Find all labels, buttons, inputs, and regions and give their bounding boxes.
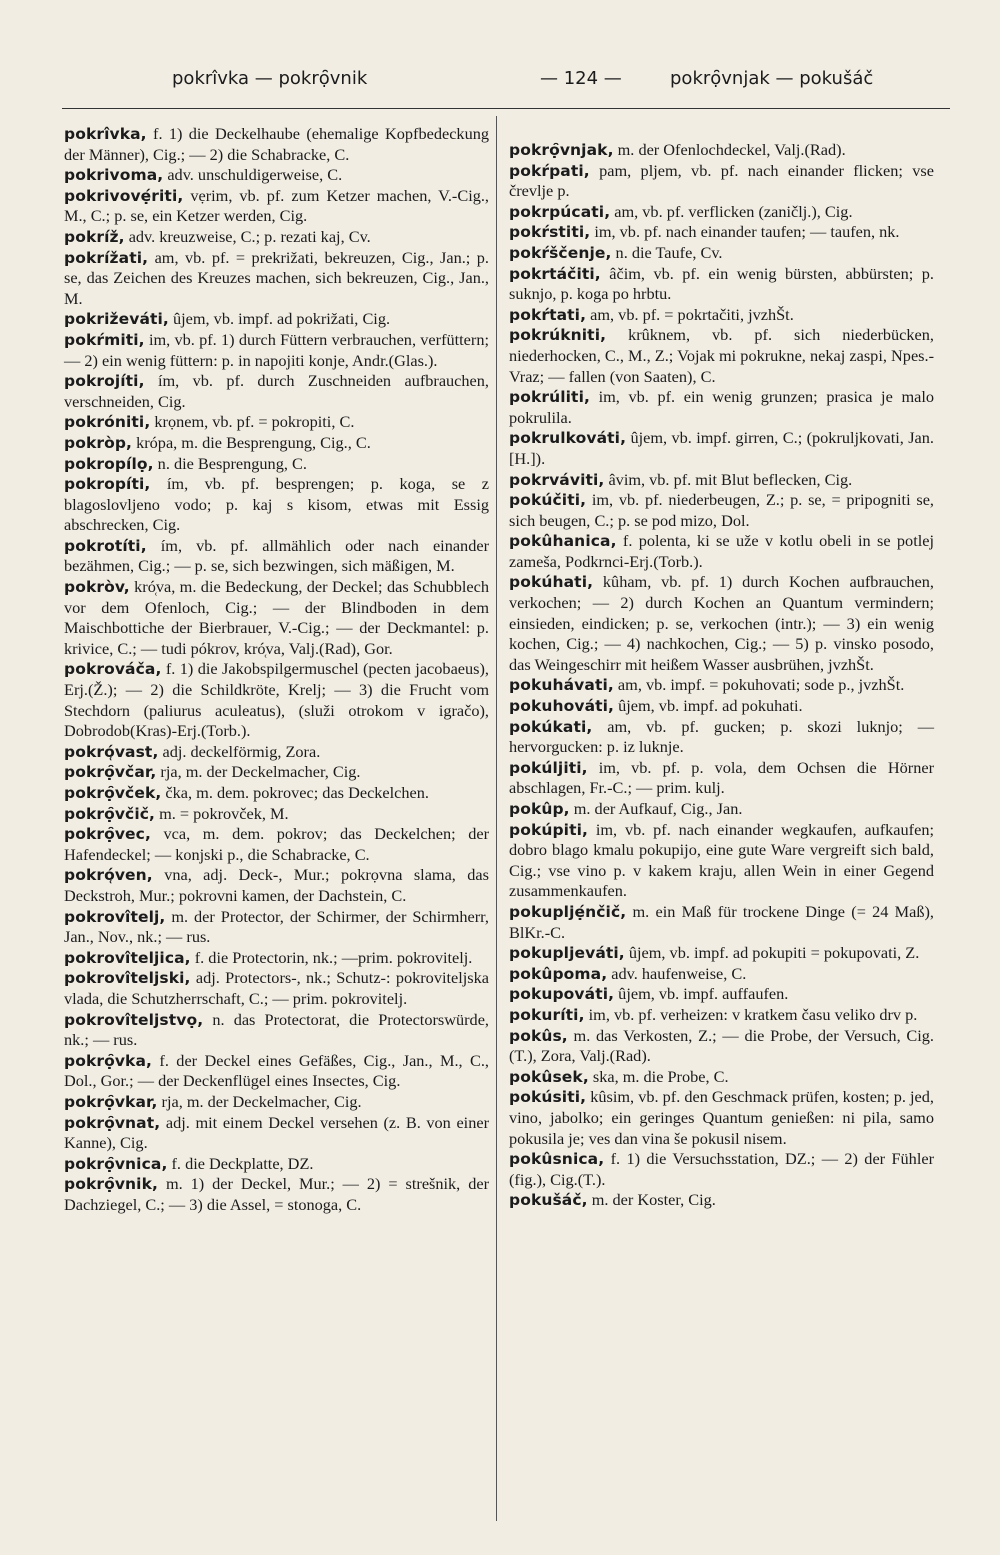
dictionary-entry: [509, 675, 934, 696]
entry-definition: im, vb. pf. p. vola, dem Ochsen die Hörner abschlagen, Fr.-C.; — prim. kulj.: [509, 757, 934, 798]
dictionary-entry: [64, 1174, 489, 1215]
entry-headword: pokrọ̑vnica,: [64, 1154, 168, 1173]
entry-definition: krûknem, vb. pf. sich niederbücken, niederhocken, C., M., Z.; Vojak mi pokrukne, nekaj zaspi, Npes.-Vraz; — fallen (von Saaten), C.: [509, 325, 934, 386]
right-column: [509, 140, 934, 1211]
entry-definition: âčim, vb. pf. ein wenig bürsten, abbürsten; p. suknjo, p. koga po hrbtu.: [509, 263, 934, 304]
entry-headword: pokrtáčiti,: [509, 264, 601, 283]
entry-definition: im, vb. pf. ein wenig grunzen; prasica je malo pokrulila.: [509, 387, 934, 427]
entry-definition: adv. haufenweise, C.: [607, 963, 747, 983]
dictionary-entry: [64, 433, 489, 454]
entry-headword: pokróniti,: [64, 413, 151, 432]
entry-headword: pokró̜vast,: [64, 742, 159, 761]
dictionary-entry: [509, 1005, 934, 1026]
entry-definition: pam, pljem, vb. pf. nach einander flicken; vse črevlje p.: [509, 160, 934, 201]
dictionary-entry: [64, 1092, 489, 1113]
entry-headword: pokró̜ven,: [64, 866, 153, 885]
dictionary-entry: [509, 1087, 934, 1149]
entry-definition: f. 1) die Versuchsstation, DZ.; — 2) der Fühler (fig.), Cig.(T.).: [509, 1149, 934, 1189]
entry-definition: kró̜va, m. die Bedeckung, der Deckel; das Schubblech vor dem Ofenloch, Cig.; — der Blindboden in dem Maischbottiche der Bierbrauer, V.-Cig.; — der Deckmantel: p. krivice, C.; — tudi pókrov, kró̜va, Valj.(Rad), Gor.: [64, 577, 489, 658]
entry-headword: pokrîvka,: [64, 125, 147, 143]
entry-definition: âvim, vb. pf. mit Blut beflecken, Cig.: [604, 469, 853, 489]
entry-definition: f. 1) die Jakobspilgermuschel (pecten jacobaeus), Erj.(Ž.); — 2) die Schildkröte, Krelj; — 3) die Frucht vom Stechdorn (paliurus aculeatus), (služi otrokom v igračo), Dobrodob(Kras)-Erj.(Torb.).: [64, 659, 489, 741]
entry-definition: kûham, vb. pf. 1) durch Kochen aufbrauchen, verkochen; — 2) durch Kochen an Quantum vermindern; einsieden, eindicken; p. se, verkochen (intr.); — 3) ein wenig kochen, Cig.; — 4) nachkochen, Cig.; — 5) p. vinsko posodo, das Weingeschirr mit heißem Wasser ausbrühen, jvzhŠt.: [509, 572, 934, 674]
dictionary-entry: [64, 907, 489, 948]
dictionary-entry: [64, 968, 489, 1009]
dictionary-entry: [509, 902, 934, 943]
dictionary-entry: [64, 577, 489, 659]
dictionary-entry: [509, 1190, 934, 1211]
dictionary-entry: [64, 659, 489, 741]
entry-definition: adj. mit einem Deckel versehen (z. B. von einer Kanne), Cig.: [64, 1112, 489, 1153]
entry-headword: pokupljẹ́nčič,: [509, 902, 627, 921]
entry-definition: ûjem, vb. impf. girren, C.; (pokruljkovati, Jan.[H.]).: [509, 428, 934, 468]
page-number: — 124 —: [540, 68, 622, 89]
entry-definition: adj. deckelförmig, Zora.: [158, 741, 321, 761]
dictionary-entry: [64, 783, 489, 804]
dictionary-entry: [509, 943, 934, 964]
entry-definition: čka, m. dem. pokrovec; das Deckelchen.: [161, 783, 429, 802]
entry-headword: pokrọ̑vka,: [64, 1051, 153, 1070]
entry-definition: m. das Verkosten, Z.; — die Probe, der Versuch, Cig.(T.), Zora, Valj.(Rad).: [509, 1025, 934, 1066]
entry-definition: ím, vb. pf. durch Zuschneiden aufbrauchen, verschneiden, Cig.: [64, 371, 489, 411]
header-right-guideword: pokrọ̑vnjak — pokušáč: [670, 68, 874, 89]
entry-definition: ûjem, vb. impf. ad pokrižati, Cig.: [168, 309, 391, 329]
entry-headword: pokrížati,: [64, 248, 149, 267]
dictionary-entry: [64, 371, 489, 412]
entry-headword: pokròp,: [64, 433, 133, 452]
entry-definition: m. der Ofenlochdeckel, Valj.(Rad).: [613, 140, 846, 159]
entry-definition: f. der Deckel eines Gefäßes, Cig., Jan., M., C., Dol., Gor.; — der Deckenflügel eines Insectes, Cig.: [64, 1050, 489, 1091]
entry-headword: pokušáč,: [509, 1191, 588, 1210]
entry-definition: n. die Besprengung, C.: [153, 453, 307, 473]
entry-headword: pokrọ̑včar,: [64, 763, 157, 782]
dictionary-entry: [64, 742, 489, 763]
entry-headword: pokrivoma,: [64, 166, 164, 185]
entry-definition: adj. Protectors-, nk.; Schutz-: pokroviteljska vlada, die Schutzherrschaft, C.; — prim. pokrovitelj.: [64, 968, 489, 1008]
dictionary-entry: [64, 248, 489, 310]
dictionary-entry: [64, 186, 489, 227]
entry-definition: vca, m. dem. pokrov; das Deckelchen; der Hafendeckel; — konjski p., die Schabracke, C.: [64, 824, 489, 864]
dictionary-entry: [64, 948, 489, 969]
left-column: [64, 124, 489, 1215]
dictionary-entry: [509, 1149, 934, 1190]
dictionary-entry: [64, 309, 489, 330]
dictionary-entry: [509, 161, 934, 202]
entry-definition: im, vb. pf. nach einander wegkaufen, aufkaufen; dobro blago kmalu pokupijo, eine gute Ware vergreift sich bald, Cig.; vse vino p. v kakem kraju, allen Wein in einer Gegend zusammenkaufen.: [509, 819, 934, 901]
entry-definition: n. die Taufe, Cv.: [611, 242, 723, 262]
entry-definition: f. polenta, ki se uže v kotlu obeli in se potlej zameša, Podkrnci-Erj.(Torb.).: [509, 531, 934, 571]
dictionary-entry: [509, 140, 934, 161]
dictionary-entry: [64, 1113, 489, 1154]
entry-definition: m. der Aufkauf, Cig., Jan.: [569, 799, 743, 818]
dictionary-entry: [64, 1154, 489, 1175]
entry-headword: pokûsnica,: [509, 1150, 605, 1169]
entry-definition: am, vb. pf. = pokrtačiti, jvzhŠt.: [586, 304, 794, 324]
entry-definition: am, vb. impf. = pokuhovati; sode p., jvzhŠt.: [613, 675, 905, 695]
entry-definition: im, vb. pf. niederbeugen, Z.; p. se, = pripogniti se, sich beugen, C.; p. se pod mizo, Dol.: [509, 490, 934, 530]
entry-definition: im, vb. pf. verheizen: v kratkem času veliko drv p.: [584, 1004, 918, 1024]
entry-headword: pokŕstiti,: [509, 223, 591, 242]
entry-headword: pokrọ̑vček,: [64, 784, 162, 802]
entry-definition: adv. unschuldigerweise, C.: [163, 165, 343, 185]
dictionary-entry: [509, 572, 934, 675]
dictionary-entry: [64, 865, 489, 906]
entry-definition: ska, m. die Probe, C.: [588, 1066, 729, 1086]
entry-headword: pokúkati,: [509, 717, 593, 736]
entry-definition: ím, vb. pf. besprengen; p. koga, se z blagoslovljeno vodo; p. kaj s kisom, etwas mit Essig abschrecken, Cig.: [64, 474, 489, 535]
entry-definition: im, vb. pf. 1) durch Füttern verbrauchen, verfüttern; — 2) ein wenig füttern: p. in napojiti konje, Andr.(Glas.).: [64, 329, 489, 370]
dictionary-entry: [64, 1010, 489, 1051]
entry-headword: pokriževáti,: [64, 310, 169, 329]
dictionary-entry: [509, 696, 934, 717]
entry-definition: f. die Deckplatte, DZ.: [167, 1153, 314, 1173]
entry-headword: pokrúliti,: [509, 388, 590, 407]
entry-definition: am, vb. pf. gucken; p. skozi luknjo; — hervorgucken: p. iz luknje.: [509, 716, 934, 757]
entry-headword: pokròv,: [64, 578, 130, 597]
entry-headword: pokuhávati,: [509, 676, 614, 695]
entry-definition: m. 1) der Deckel, Mur.; — 2) = strešnik, der Dachziegel, C.; — 3) die Assel, = stonoga, C.: [64, 1174, 489, 1214]
entry-headword: pokrpúcati,: [509, 202, 611, 221]
entry-headword: pokŕmiti,: [64, 330, 145, 349]
entry-headword: pokrváviti,: [509, 470, 605, 489]
entry-definition: m. = pokrovček, M.: [155, 803, 289, 823]
entry-definition: am, vb. pf. verflicken (zaničlj.), Cig.: [610, 201, 853, 221]
dictionary-entry: [509, 1067, 934, 1088]
dictionary-entry: [509, 717, 934, 758]
dictionary-entry: [509, 470, 934, 491]
dictionary-entry: [509, 490, 934, 531]
entry-headword: pokupováti,: [509, 985, 615, 1004]
dictionary-entry: [509, 820, 934, 902]
dictionary-entry: [509, 325, 934, 387]
dictionary-entry: [509, 222, 934, 243]
entry-definition: f. die Protectorin, nk.; —prim. pokrovitelj.: [190, 947, 473, 967]
entry-definition: vẹrim, vb. pf. zum Ketzer machen, V.-Cig., M., C.; p. se, ein Ketzer werden, Cig.: [64, 185, 489, 226]
entry-headword: pokrotíti,: [64, 536, 147, 555]
entry-definition: kûsim, vb. pf. den Geschmack prüfen, kosten; p. jed, vino, jabolko; ein geringes Quantum genießen: ni pila, samo pokusila je; ves dan vina še pokusil nisem.: [509, 1087, 934, 1148]
entry-headword: pokûp,: [509, 800, 570, 818]
dictionary-entry: [64, 330, 489, 371]
entry-headword: pokrovîtelj,: [64, 907, 166, 926]
entry-headword: pokŕtati,: [509, 305, 587, 324]
entry-definition: ûjem, vb. impf. ad pokuhati.: [614, 696, 803, 716]
dictionary-entry: [64, 824, 489, 865]
dictionary-entry: [64, 412, 489, 433]
running-header: [62, 64, 950, 94]
entry-definition: krópa, m. die Besprengung, Cig., C.: [132, 432, 371, 452]
entry-headword: pokûhanica,: [509, 532, 617, 551]
dictionary-entry: [509, 243, 934, 264]
entry-headword: pokrovîteljstvọ,: [64, 1010, 204, 1029]
entry-headword: pokrúkniti,: [509, 326, 607, 345]
dictionary-entry: [509, 984, 934, 1005]
dictionary-entry: [64, 474, 489, 536]
dictionary-entry: [509, 531, 934, 572]
entry-definition: ím, vb. pf. allmählich oder nach einander bezähmen, Cig.; — p. se, sich bezwingen, sich mäßigen, M.: [64, 535, 489, 576]
entry-headword: pokûsek,: [509, 1067, 589, 1086]
entry-headword: pokropílọ,: [64, 454, 154, 473]
entry-definition: am, vb. pf. = prekrižati, bekreuzen, Cig., Jan.; p. se, das Zeichen des Kreuzes machen, sich bekreuzen, Cig., Jan., M.: [64, 247, 489, 308]
entry-headword: pokuhováti,: [509, 697, 615, 716]
entry-headword: pokûpoma,: [509, 964, 608, 983]
entry-headword: pokúpiti,: [509, 820, 589, 839]
entry-headword: pokrojíti,: [64, 372, 145, 391]
dictionary-entry: [509, 758, 934, 799]
entry-definition: krọnem, vb. pf. = pokropiti, C.: [150, 412, 355, 432]
dictionary-entry: [509, 202, 934, 223]
entry-definition: n. das Protectorat, die Protectorswürde, nk.; — rus.: [64, 1009, 489, 1050]
entry-headword: pokúčiti,: [509, 491, 587, 510]
dictionary-entry: [509, 1026, 934, 1067]
entry-definition: m. der Protector, der Schirmer, der Schirmherr, Jan., Nov., nk.; — rus.: [64, 906, 489, 947]
entry-headword: pokrọ̑včič,: [64, 804, 156, 823]
entry-definition: adv. kreuzweise, C.; p. rezati kaj, Cv.: [124, 226, 371, 246]
entry-headword: pokrivovẹ́riti,: [64, 186, 184, 205]
entry-definition: m. ein Maß für trockene Dinge (= 24 Maß), BlKr.-C.: [509, 901, 934, 942]
dictionary-entry: [509, 387, 934, 428]
entry-headword: pokrọ̑vnik,: [64, 1175, 158, 1194]
entry-headword: pokŕščenje,: [509, 243, 612, 262]
dictionary-entry: [64, 227, 489, 248]
dictionary-entry: [509, 264, 934, 305]
dictionary-entry: [509, 428, 934, 469]
entry-headword: pokûs,: [509, 1026, 568, 1045]
header-left-guideword: pokrîvka — pokrọ̑vnik: [172, 68, 368, 89]
entry-definition: vna, adj. Deck-, Mur.; pokrọvna slama, das Deckstroh, Mur.; pokrovni kamen, der Dachstein, C.: [64, 865, 489, 905]
entry-headword: pokrulkováti,: [509, 429, 627, 448]
entry-headword: pokrovîteljica,: [64, 948, 191, 967]
entry-definition: m. der Koster, Cig.: [587, 1190, 716, 1210]
column-divider: [496, 116, 497, 1521]
dictionary-entry: [509, 964, 934, 985]
entry-headword: pokrováča,: [64, 660, 162, 679]
entry-headword: pokupljeváti,: [509, 944, 625, 963]
entry-definition: im, vb. pf. nach einander taufen; — taufen, nk.: [590, 222, 900, 242]
entry-headword: pokropíti,: [64, 475, 151, 494]
dictionary-entry: [64, 454, 489, 475]
dictionary-entry: [64, 762, 489, 783]
entry-headword: pokúljiti,: [509, 758, 588, 777]
entry-headword: pokrọ̑vnat,: [64, 1113, 161, 1132]
dictionary-entry: [509, 799, 934, 820]
entry-headword: pokrọ̑vkar,: [64, 1092, 158, 1111]
entry-headword: pokuríti,: [509, 1005, 585, 1024]
dictionary-entry: [64, 536, 489, 577]
entry-definition: ûjem, vb. impf. auffaufen.: [614, 984, 789, 1004]
entry-definition: rja, m. der Deckelmacher, Cig.: [156, 762, 361, 782]
entry-headword: pokrovîteljski,: [64, 969, 191, 988]
entry-headword: pokríž,: [64, 227, 125, 246]
entry-headword: pokrọ̑vnjak,: [509, 141, 614, 159]
dictionary-entry: [64, 804, 489, 825]
dictionary-entry: [64, 124, 489, 165]
entry-definition: ûjem, vb. impf. ad pokupiti = pokupovati, Z.: [624, 943, 920, 963]
entry-headword: pokúhati,: [509, 573, 594, 592]
entry-headword: pokrọ̑vec,: [64, 825, 151, 844]
dictionary-entry: [64, 1051, 489, 1092]
entry-definition: rja, m. der Deckelmacher, Cig.: [157, 1091, 362, 1111]
entry-definition: f. 1) die Deckelhaube (ehemalige Kopfbedeckung der Männer), Cig.; — 2) die Schabracke, C.: [64, 124, 489, 164]
dictionary-entry: [64, 165, 489, 186]
entry-headword: pokŕpati,: [509, 161, 590, 180]
entry-headword: pokúsiti,: [509, 1088, 587, 1107]
header-rule: [62, 108, 950, 109]
dictionary-entry: [509, 305, 934, 326]
